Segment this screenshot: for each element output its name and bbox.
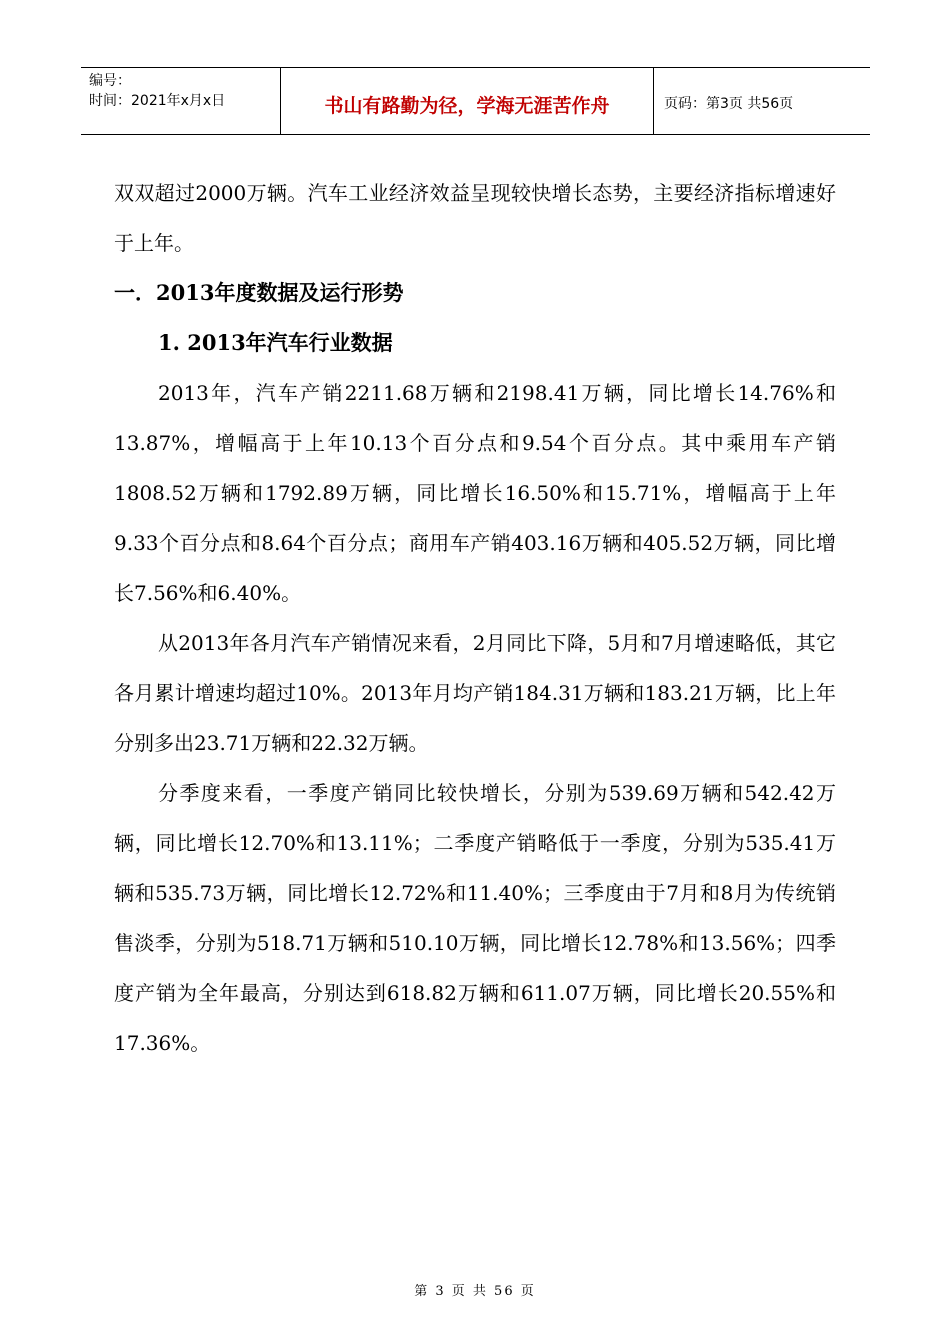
paragraph-quarterly-data: 分季度来看，一季度产销同比较快增长，分别为539.69万辆和542.42万辆，同比增长12.70%和13.11%；二季度产销略低于一季度，分别为535.41万辆和535.73万辆，同比增长12.72%和11.40%；三季度由于7月和8月为传统销售淡季，分别为518.71万辆和510.10万辆，同比增长12.78%和13.56%；四季度产销为全年最高，分别达到618.82万辆和611.07万辆，同比增长20.55%和17.36%。 <box>114 781 836 1055</box>
document-number-label: 编号： <box>89 73 131 89</box>
page-header <box>81 67 870 135</box>
header-page-info: 页码：第3页 共56页 <box>664 96 794 112</box>
header-meta <box>81 68 281 134</box>
paragraph-continuation: 双双超过2000万辆。汽车工业经济效益呈现较快增长态势，主要经济指标增速好于上年。 <box>114 181 836 255</box>
document-time-label: 时间：2021年x月x日 <box>89 93 226 109</box>
paragraph-annual-data: 2013年，汽车产销2211.68万辆和2198.41万辆，同比增长14.76%和13.87%，增幅高于上年10.13个百分点和9.54个百分点。其中乘用车产销1808.52万辆和1792.89万辆，同比增长16.50%和15.71%，增幅高于上年9.33个百分点和8.64个百分点；商用车产销403.16万辆和405.52万辆，同比增长7.56%和6.40%。 <box>114 381 836 605</box>
paragraph-monthly-data: 从2013年各月汽车产销情况来看，2月同比下降，5月和7月增速略低，其它各月累计增速均超过10%。2013年月均产销184.31万辆和183.21万辆，比上年分别多出23.71万辆和22.32万辆。 <box>114 631 836 755</box>
section-heading: 一．2013年度数据及运行形势 <box>114 280 404 305</box>
header-motto: 书山有路勤为径，学海无涯苦作舟 <box>281 68 654 134</box>
subsection-heading: 1. 2013年汽车行业数据 <box>158 330 393 355</box>
page-footer: 第 3 页 共 56 页 <box>414 1284 536 1299</box>
document-body <box>114 168 836 1068</box>
